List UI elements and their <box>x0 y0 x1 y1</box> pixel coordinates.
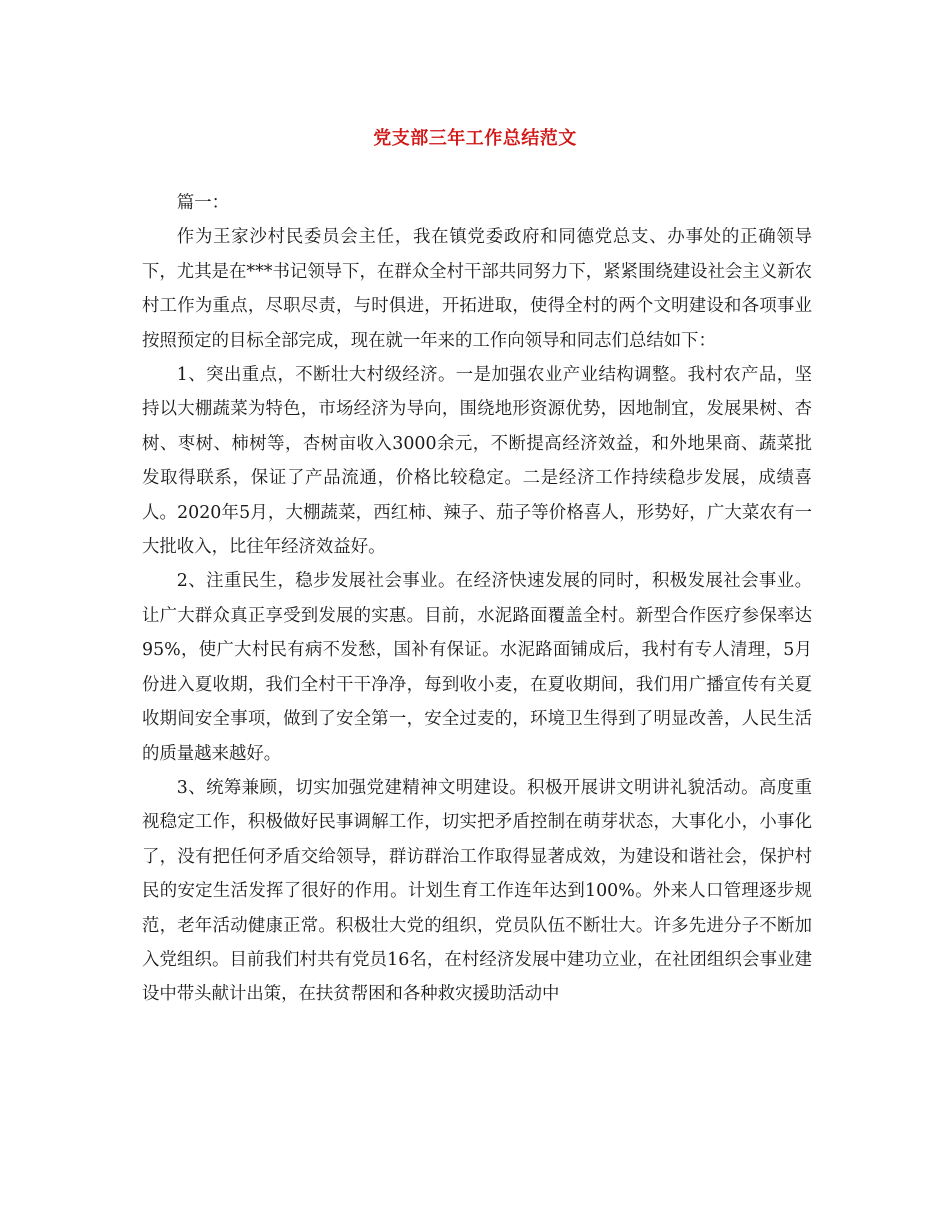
paragraph-3-party-building: 3、统筹兼顾，切实加强党建精神文明建设。积极开展讲文明讲礼貌活动。高度重视稳定工作，积极做好民事调解工作，切实把矛盾控制在萌芽状态，大事化小，小事化了，没有把任何矛盾交给领导，群访群治工作取得显著成效，为建设和谐社会，保护村民的安定生活发挥了很好的作用。计划生育工作连年达到100%。外来人口管理逐步规范，老年活动健康正常。积极壮大党的组织，党员队伍不断壮大。许多先进分子不断加入党组织。目前我们村共有党员16名，在村经济发展中建功立业，在社团组织会事业建设中带头献计出策，在扶贫帮困和各种救灾援助活动中 <box>142 777 812 1005</box>
document-title: 党支部三年工作总结范文 <box>373 128 577 149</box>
section-label: 篇一： <box>176 193 229 213</box>
paragraph-2-livelihood: 2、注重民生，稳步发展社会事业。在经济快速发展的同时，积极发展社会事业。让广大群众真正享受到发展的实惠。目前，水泥路面覆盖全村。新型合作医疗参保率达95%，使广大村民有病不发愁，国补有保证。水泥路面铺成后，我村有专人清理，5月份进入夏收期，我们全村干干净净，每到收小麦，在夏收期间，我们用广播宣传有关夏收期间安全事项，做到了安全第一，安全过麦的，环境卫生得到了明显改善，人民生活的质量越来越好。 <box>142 571 812 764</box>
paragraph-1-economy: 1、突出重点，不断壮大村级经济。一是加强农业产业结构调整。我村农产品，坚持以大棚蔬菜为特色，市场经济为导向，围绕地形资源优势，因地制宜，发展果树、杏树、枣树、柿树等，杏树亩收入3000余元，不断提高经济效益，和外地果商、蔬菜批发取得联系，保证了产品流通，价格比较稳定。二是经济工作持续稳步发展，成绩喜人。2020年5月，大棚蔬菜，西红柿、辣子、茄子等价格喜人，形势好，广大菜农有一大批收入，比往年经济效益好。 <box>142 365 812 558</box>
intro-paragraph: 作为王家沙村民委员会主任，我在镇党委政府和同德党总支、办事处的正确领导下，尤其是在***书记领导下，在群众全村干部共同努力下，紧紧围绕建设社会主义新农村工作为重点，尽职尽责，与时俱进，开拓进取，使得全村的两个文明建设和各项事业按照预定的目标全部完成，现在就一年来的工作向领导和同志们总结如下： <box>142 227 812 351</box>
document-body <box>142 186 812 1012</box>
